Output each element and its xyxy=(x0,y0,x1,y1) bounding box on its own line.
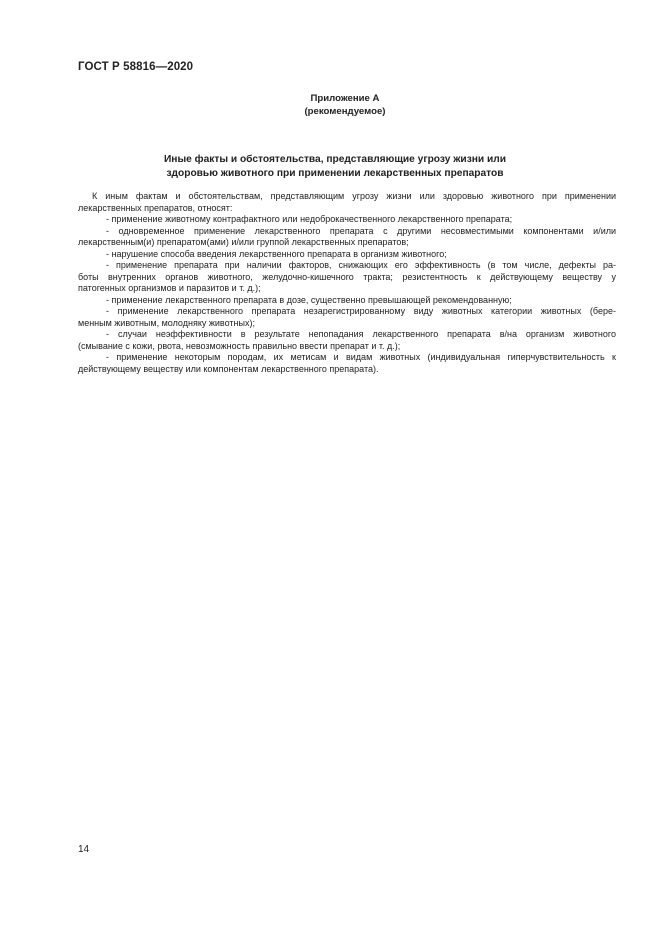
paragraph-intro-line-2: лекарственных препаратов, относят: xyxy=(78,202,233,213)
annex-heading xyxy=(150,92,540,118)
list-item-7-line-1: - случаи неэффективности в результате непопадания лекарственного препарата в/на организм животного xyxy=(106,329,616,339)
document-code: ГОСТ Р 58816—2020 xyxy=(78,61,194,73)
list-item-2-line-1: - одновременное применение лекарственного препарата с другими несовместимыми компонентами и/или xyxy=(106,225,616,236)
annex-title-line-1: Иные факты и обстоятельства, представляющие угрозу жизни или xyxy=(163,154,506,165)
list-item-7-line-2: (смывание с кожи, рвота, невозможность правильно ввести препарат и т. д.); xyxy=(78,340,401,351)
list-item-4-line-2: боты внутренних органов животного, желудочно-кишечного тракта; резистентность к действующему веществу у xyxy=(78,271,616,282)
list-item-4-line-3: патогенных организмов и паразитов и т. д.); xyxy=(78,283,261,293)
list-item-3: - нарушение способа введения лекарственного препарата в организм животного; xyxy=(106,248,447,259)
list-item-6-line-2: менным животным, молодняку животных); xyxy=(78,317,255,328)
paragraph-intro-line-1: К иным фактам и обстоятельствам, представляющим угрозу жизни или здоровью животного при применении xyxy=(92,191,616,201)
list-item-8-line-1: - применение некоторым породам, их метисам и видам животных (индивидуальная гиперчувствительность к xyxy=(106,352,616,362)
annex-status: (рекомендуемое) xyxy=(304,106,386,117)
list-item-4-line-1: - применение препарата при наличии факторов, снижающих его эффективность (в том числе, дефекты ра- xyxy=(106,260,616,270)
page-number: 14 xyxy=(78,844,90,855)
list-item-8-line-2: действующему веществу или компонентам лекарственного препарата). xyxy=(78,363,379,374)
annex-title-line-2: здоровью животного при применении лекарственных препаратов xyxy=(166,167,504,179)
list-item-1: - применение животному контрафактного или недоброкачественного лекарственного препарата; xyxy=(106,214,513,224)
list-item-2-line-2: лекарственным(и) препаратом(ами) и/или группой лекарственных препаратов; xyxy=(78,237,409,247)
list-item-6-line-1: - применение лекарственного препарата незарегистрированному виду животных категории животных (бере- xyxy=(106,306,616,316)
list-item-5: - применение лекарственного препарата в дозе, существенно превышающей рекомендованную; xyxy=(106,294,512,305)
annex-title xyxy=(110,153,560,180)
annex-label: Приложение А xyxy=(310,93,380,104)
body-text xyxy=(78,191,616,375)
